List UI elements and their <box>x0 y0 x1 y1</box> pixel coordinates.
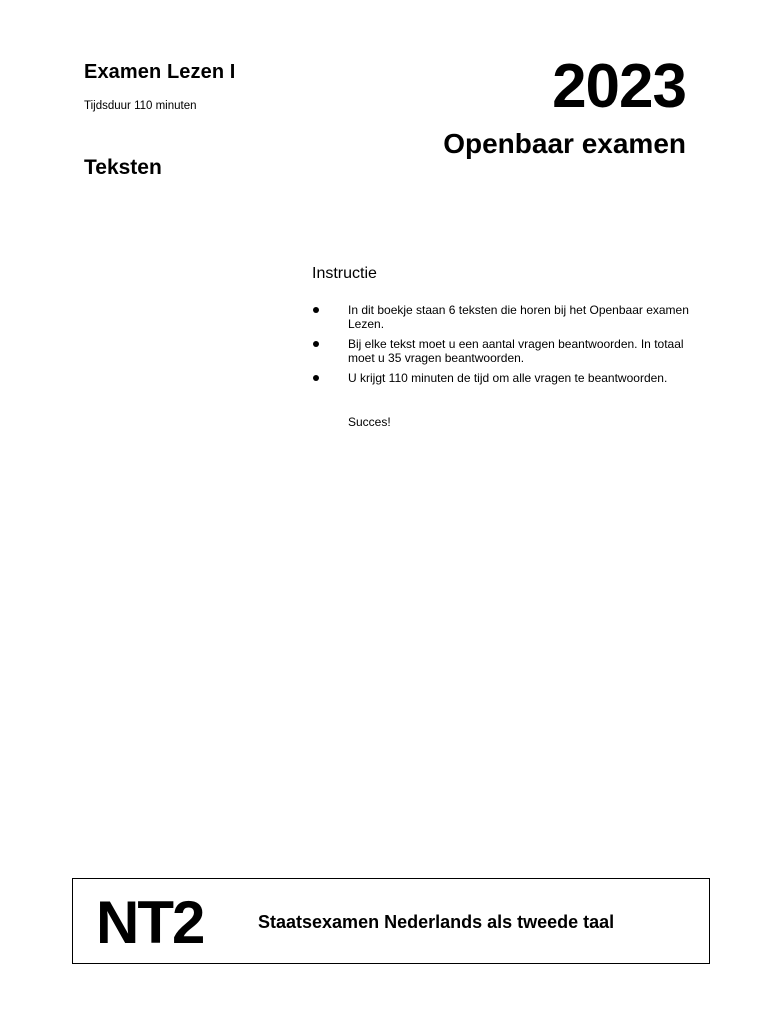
bullet-icon <box>313 341 319 347</box>
footer-box <box>72 878 710 964</box>
nt2-logo: NT2 <box>96 889 204 956</box>
organization-name: Staatsexamen Nederlands als tweede taal <box>258 912 615 932</box>
instruction-item <box>312 303 692 331</box>
instruction-list <box>312 303 692 391</box>
closing-text: Succes! <box>348 415 391 429</box>
instruction-item <box>312 371 692 385</box>
exam-duration: Tijdsduur 110 minuten <box>84 100 197 112</box>
bullet-icon <box>313 307 319 313</box>
exam-type: Openbaar examen <box>443 128 686 159</box>
section-title: Teksten <box>84 156 162 179</box>
bullet-icon <box>313 375 319 381</box>
instruction-text: U krijgt 110 minuten de tijd om alle vragen te beantwoorden. <box>348 371 668 385</box>
exam-title: Examen Lezen I <box>84 61 236 83</box>
instruction-text: In dit boekje staan 6 teksten die horen bij het Openbaar examen Lezen. <box>348 303 689 331</box>
instruction-item <box>312 337 692 365</box>
instruction-text: Bij elke tekst moet u een aantal vragen beantwoorden. In totaal moet u 35 vragen beantwoorden. <box>348 337 684 365</box>
instruction-heading: Instructie <box>312 265 377 282</box>
exam-year: 2023 <box>552 52 686 121</box>
